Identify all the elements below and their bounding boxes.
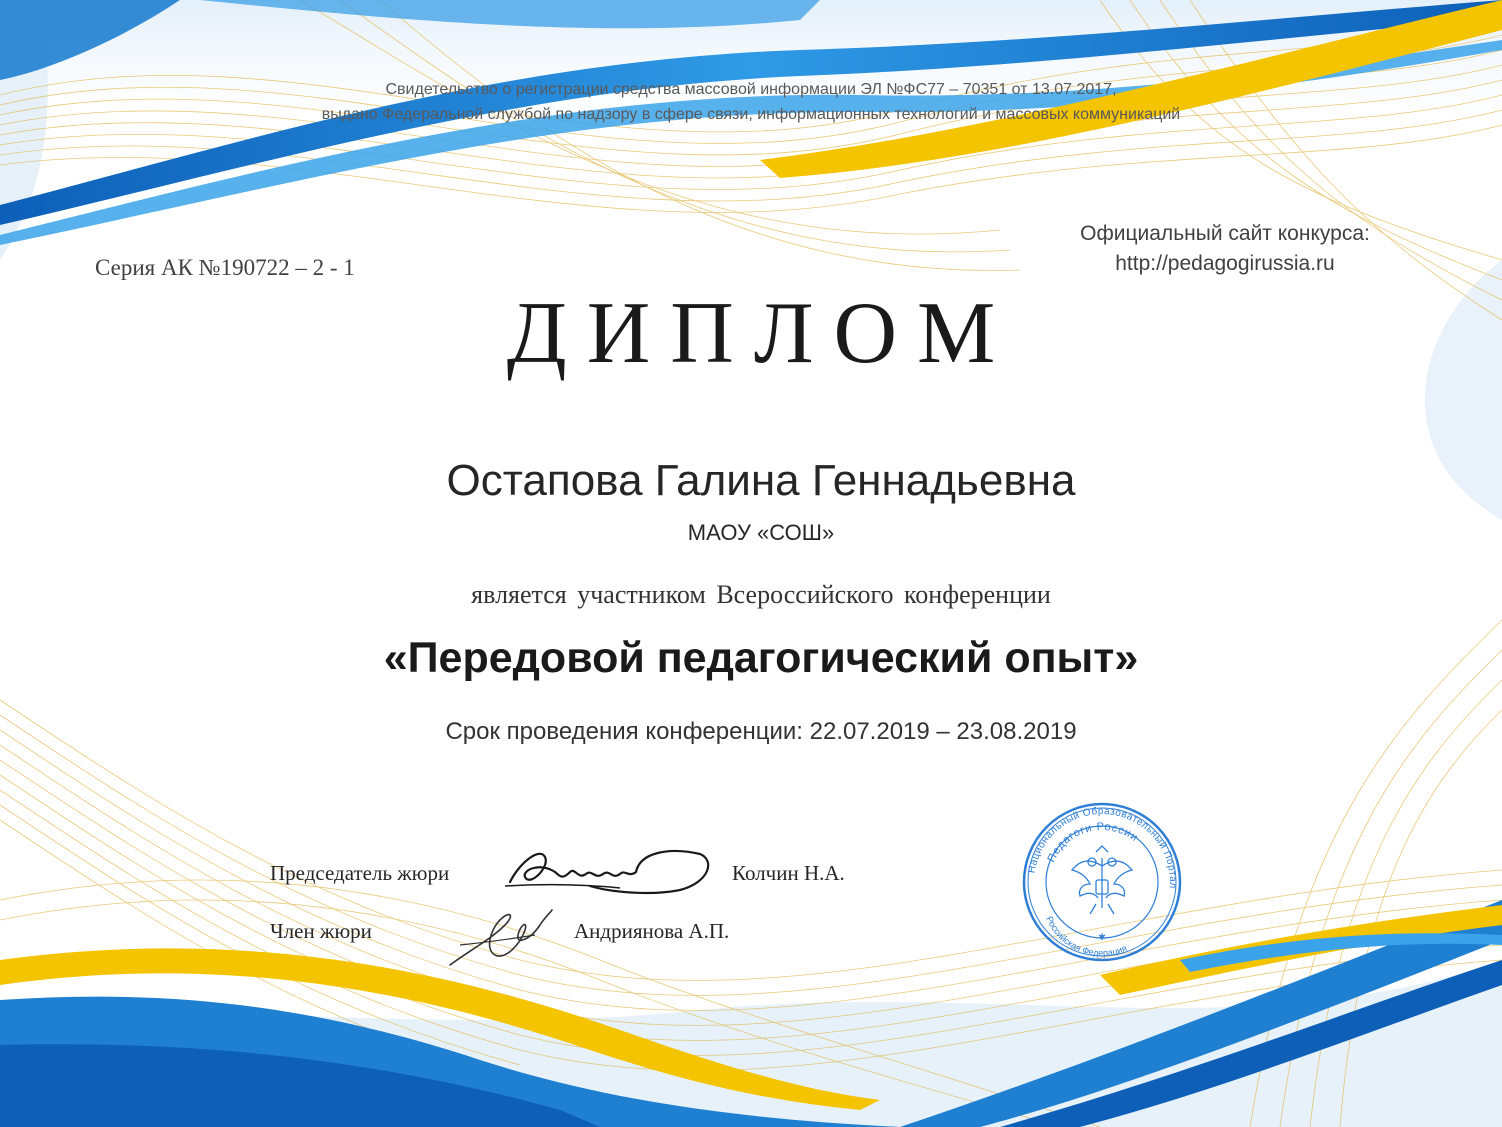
registration-line-1: Свидетельство о регистрации средства массовой информации ЭЛ №ФС77 – 70351 от 13.07.2017, [385,81,1117,98]
registration-line-2: выдано Федеральной службой по надзору в сфере связи, информационных технологий и массовых коммуникаций [321,106,1181,123]
chair-role-label: Председатель жюри [270,861,450,885]
member-signature [440,905,560,975]
stamp-inner-text: Педагоги России [1045,820,1141,865]
recipient-organization: МАОУ «СОШ» [687,520,835,545]
official-site-block [1040,219,1410,279]
stamp-outer-text: Национальный Образовательный Портал [1026,805,1179,889]
recipient-name: Остапова Галина Геннадьевна [446,456,1076,505]
conference-name: «Передовой педагогический опыт» [383,634,1139,682]
chair-name: Колчин Н.А. [732,861,845,885]
participation-statement: является участником Всероссийского конференции [471,580,1051,609]
official-site-label: Официальный сайт конкурса: [1080,222,1370,245]
chair-signature [500,842,720,900]
member-name: Андриянова А.П. [574,919,730,943]
series-number: Серия АК №190722 – 2 - 1 [95,255,355,280]
double-headed-eagle-icon [1072,846,1132,914]
official-stamp [1020,800,1184,964]
diploma-title: ДИПЛОМ [506,285,1016,382]
member-role-label: Член жюри [270,919,372,943]
stamp-bottom-text: Российская Федерация [1044,914,1129,959]
conference-dates: Срок проведения конференции: 22.07.2019 – 23.08.2019 [445,718,1077,745]
registration-notice [0,77,1502,127]
official-site-url[interactable]: http://pedagogirussia.ru [1115,252,1335,275]
star-icon: ✱ [1098,933,1106,943]
